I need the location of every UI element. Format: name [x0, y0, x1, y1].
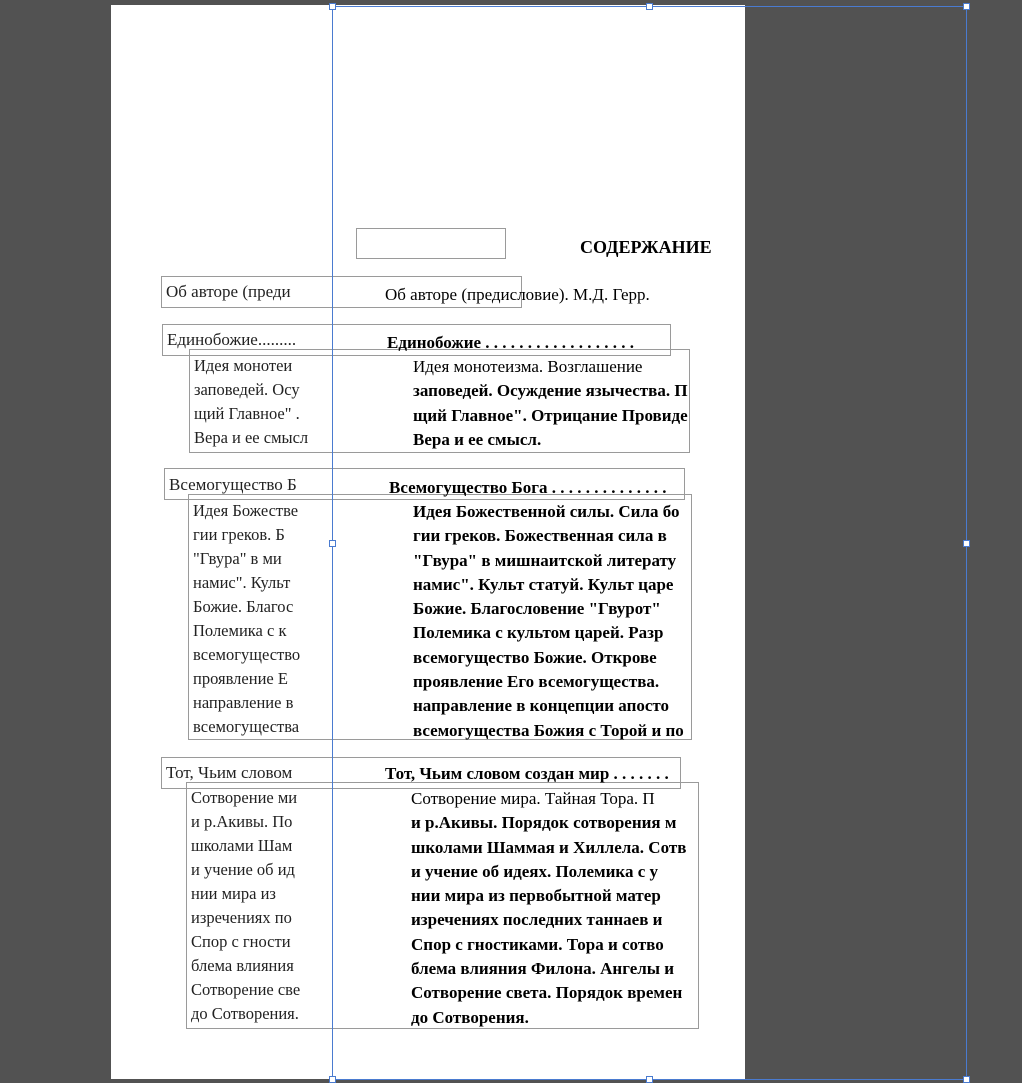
ocr-line: школами Шам [191, 836, 293, 855]
resize-handle-bottom-left[interactable] [329, 1076, 336, 1083]
description-line: "Гвура" в мишнаитской литерату [413, 550, 677, 570]
description-line: и р.Акивы. Порядок сотворения м [411, 813, 677, 833]
ocr-line: и учение об ид [191, 860, 295, 879]
description-line: всемогущества Божия с Торой и по [413, 720, 684, 740]
description-line: изречениях последних таннаев и [411, 910, 663, 930]
ocr-line: блема влияния [191, 956, 294, 975]
ocr-line: "Гвура" в ми [193, 549, 282, 568]
description-line: Божие. Благословение "Гвурот" [413, 599, 661, 619]
description-line: и учение об идеях. Полемика с у [411, 861, 658, 881]
ocr-preface-text: Об авторе (преди [166, 282, 291, 301]
description-line: всемогущество Божие. Открове [413, 647, 657, 667]
ocr-sec2-body [193, 499, 332, 739]
ocr-sec3-title: Тот, Чьим словом [166, 763, 293, 782]
toc-entry-monotheism: Единобожие . . . . . . . . . . . . . . . . . . [387, 333, 635, 352]
toc-description-creation-word [411, 787, 745, 1030]
ocr-line: Вера и ее смысл [194, 428, 309, 447]
ocr-line: Сотворение све [191, 980, 301, 999]
ocr-line: Полемика с к [193, 621, 287, 640]
resize-handle-top-left[interactable] [329, 3, 336, 10]
resize-handle-top-center[interactable] [646, 3, 653, 10]
description-line: Идея монотеизма. Возглашение [413, 357, 643, 376]
description-line: нии мира из первобытной матер [411, 886, 661, 906]
ocr-line: всемогущества [193, 717, 300, 736]
ocr-line: Спор с гности [191, 932, 291, 951]
description-line: до Сотворения. [411, 1007, 529, 1027]
ocr-line: проявление Е [193, 669, 288, 688]
ocr-line: направление в [193, 693, 294, 712]
ocr-sec1-title: Единобожие......... [167, 330, 297, 349]
description-line: щий Главное". Отрицание Провиде [413, 405, 688, 425]
empty-text-frame[interactable] [356, 228, 506, 259]
ocr-line: Божие. Благос [193, 597, 294, 616]
description-line: Сотворение мира. Тайная Тора. П [411, 789, 655, 808]
resize-handle-middle-left[interactable] [329, 540, 336, 547]
resize-handle-top-right[interactable] [963, 3, 970, 10]
resize-handle-bottom-center[interactable] [646, 1076, 653, 1083]
ocr-sec1-body [194, 354, 332, 450]
toc-entry-preface: Об авторе (предисловие). М.Д. Герр. [385, 285, 650, 304]
resize-handle-middle-right[interactable] [963, 540, 970, 547]
description-line: Спор с гностиками. Тора и сотво [411, 934, 664, 954]
ocr-line: всемогущество [193, 645, 301, 664]
resize-handle-bottom-right[interactable] [963, 1076, 970, 1083]
toc-description-monotheism [413, 355, 745, 452]
contents-heading: СОДЕРЖАНИЕ [580, 237, 712, 257]
ocr-line: гии греков. Б [193, 525, 285, 544]
toc-description-omnipotence [413, 500, 745, 743]
ocr-line: Сотворение ми [191, 788, 298, 807]
description-line: направление в концепции апосто [413, 696, 670, 716]
description-line: гии греков. Божественная сила в [413, 526, 667, 546]
description-line: Полемика с культом царей. Разр [413, 623, 664, 643]
description-line: Вера и ее смысл. [413, 429, 542, 449]
description-line: проявление Его всемогущества. [413, 672, 660, 692]
ocr-line: намис". Культ [193, 573, 291, 592]
ocr-line: нии мира из [191, 884, 276, 903]
description-line: заповедей. Осуждение язычества. П [413, 381, 688, 401]
toc-entry-creation-word: Тот, Чьим словом создан мир . . . . . . . [385, 764, 669, 783]
description-line: школами Шаммая и Хиллела. Сотв [411, 837, 687, 857]
ocr-line: и р.Акивы. По [191, 812, 293, 831]
ocr-sec3-body [191, 786, 332, 1026]
ocr-line: Идея монотеи [194, 356, 293, 375]
ocr-sec2-title: Всемогущество Б [169, 475, 297, 494]
toc-entry-omnipotence: Всемогущество Бога . . . . . . . . . . . . . . [389, 478, 667, 497]
ocr-line: до Сотворения. [191, 1004, 299, 1023]
ocr-line: щий Главное" . [194, 404, 300, 423]
description-line: Идея Божественной силы. Сила бо [413, 502, 680, 521]
ocr-line: Идея Божестве [193, 501, 299, 520]
ocr-line: заповедей. Осу [194, 380, 300, 399]
description-line: блема влияния Филона. Ангелы и [411, 959, 675, 979]
ocr-line: изречениях по [191, 908, 292, 927]
description-line: намис". Культ статуй. Культ царе [413, 574, 674, 594]
description-line: Сотворение света. Порядок времен [411, 983, 683, 1003]
